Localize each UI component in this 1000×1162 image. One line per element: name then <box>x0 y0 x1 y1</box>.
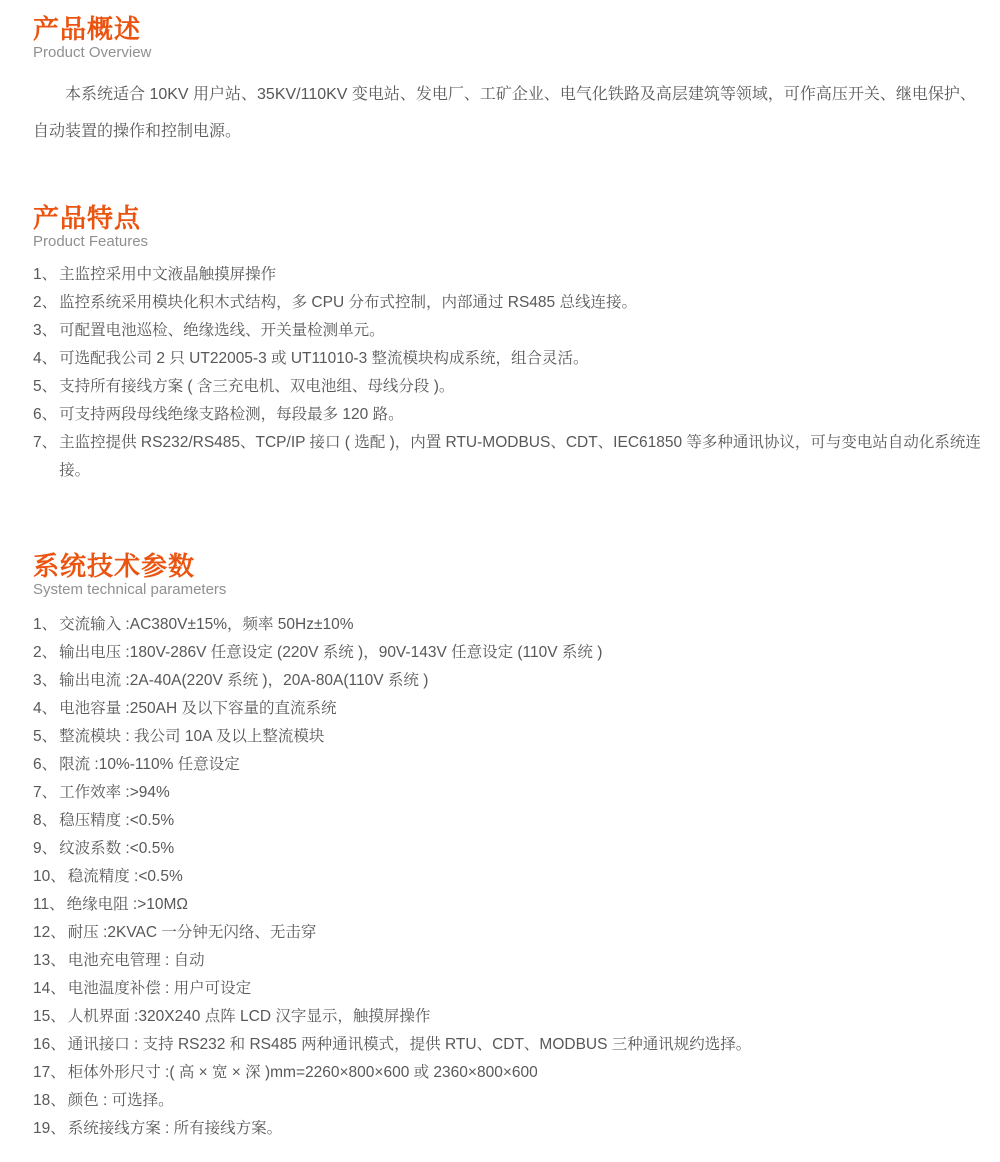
technical-parameters-list <box>33 611 985 1143</box>
item-text: 支持所有接线方案 ( 含三充电机、双电池组、母线分段 )。 <box>59 378 455 395</box>
list-item <box>33 751 985 779</box>
section-technical-parameters <box>33 551 985 1143</box>
list-item <box>33 723 985 751</box>
list-item <box>33 947 985 975</box>
list-item <box>33 401 985 429</box>
item-text: 电池温度补偿 : 用户可设定 <box>67 980 252 997</box>
product-features-list <box>33 261 985 485</box>
item-number: 1、 <box>33 266 58 283</box>
list-item <box>33 667 985 695</box>
list-item <box>33 1087 985 1115</box>
item-number: 3、 <box>33 672 58 689</box>
section-product-overview <box>33 14 985 150</box>
list-item <box>33 317 985 345</box>
item-number: 11、 <box>33 896 65 913</box>
item-text: 整流模块 : 我公司 10A 及以上整流模块 <box>59 728 325 745</box>
section-product-features <box>33 203 985 485</box>
item-number: 5、 <box>33 728 58 745</box>
item-number: 3、 <box>33 322 58 339</box>
list-item <box>33 807 985 835</box>
item-number: 1、 <box>33 616 58 633</box>
item-number: 2、 <box>33 294 58 311</box>
item-number: 9、 <box>33 840 58 857</box>
item-text: 输出电压 :180V-286V 任意设定 (220V 系统 )，90V-143V 任意设定 (110V 系统 ) <box>59 644 603 661</box>
item-text: 纹波系数 :<0.5% <box>59 840 175 857</box>
item-number: 17、 <box>33 1064 66 1081</box>
item-text: 绝缘电阻 :>10MΩ <box>66 896 188 913</box>
product-features-subtitle-en: Product Features <box>33 233 149 250</box>
list-item <box>33 1031 985 1059</box>
item-number: 6、 <box>33 756 58 773</box>
item-text: 可支持两段母线绝缘支路检测，每段最多 120 路。 <box>59 406 404 423</box>
item-text: 限流 :10%-110% 任意设定 <box>59 756 240 773</box>
technical-parameters-subtitle-en: System technical parameters <box>33 581 227 598</box>
item-number: 4、 <box>33 350 58 367</box>
item-text: 颜色 : 可选择。 <box>67 1092 174 1109</box>
item-number: 5、 <box>33 378 58 395</box>
list-item <box>33 289 985 317</box>
item-number: 8、 <box>33 812 58 829</box>
item-number: 6、 <box>33 406 58 423</box>
item-number: 2、 <box>33 644 58 661</box>
product-features-title: 产品特点 <box>33 203 142 233</box>
item-text: 电池容量 :250AH 及以下容量的直流系统 <box>59 700 337 717</box>
item-text: 主监控提供 RS232/RS485、TCP/IP 接口 ( 选配 )，内置 RTU-MODBUS、CDT、IEC61850 等多种通讯协议，可与变电站自动化系统连接。 <box>59 434 981 479</box>
item-number: 14、 <box>33 980 66 997</box>
list-item <box>33 429 985 485</box>
list-item <box>33 919 985 947</box>
list-item <box>33 611 985 639</box>
list-item <box>33 863 985 891</box>
product-overview-subtitle-en: Product Overview <box>33 44 152 61</box>
item-text: 人机界面 :320X240 点阵 LCD 汉字显示，触摸屏操作 <box>67 1008 431 1025</box>
item-text: 主监控采用中文液晶触摸屏操作 <box>59 266 277 283</box>
list-item <box>33 261 985 289</box>
product-overview-title: 产品概述 <box>33 14 142 44</box>
list-item <box>33 1003 985 1031</box>
item-text: 监控系统采用模块化积木式结构，多 CPU 分布式控制，内部通过 RS485 总线连接。 <box>59 294 637 311</box>
item-text: 交流输入 :AC380V±15%，频率 50Hz±10% <box>59 616 354 633</box>
item-text: 柜体外形尺寸 :( 高 × 宽 × 深 )mm=2260×800×600 或 2360×800×600 <box>67 1064 538 1081</box>
item-text: 可配置电池巡检、绝缘选线、开关量检测单元。 <box>59 322 385 339</box>
item-number: 18、 <box>33 1092 66 1109</box>
item-text: 输出电流 :2A-40A(220V 系统 )，20A-80A(110V 系统 ) <box>59 672 429 689</box>
list-item <box>33 975 985 1003</box>
item-text: 系统接线方案 : 所有接线方案。 <box>67 1120 283 1137</box>
list-item <box>33 373 985 401</box>
technical-parameters-title: 系统技术参数 <box>33 551 196 581</box>
item-text: 电池充电管理 : 自动 <box>67 952 205 969</box>
item-text: 稳流精度 :<0.5% <box>67 868 183 885</box>
item-number: 10、 <box>33 868 66 885</box>
item-number: 7、 <box>33 784 58 801</box>
list-item <box>33 835 985 863</box>
item-number: 7、 <box>33 434 58 451</box>
item-number: 15、 <box>33 1008 66 1025</box>
item-text: 工作效率 :>94% <box>59 784 170 801</box>
list-item <box>33 695 985 723</box>
list-item <box>33 779 985 807</box>
item-number: 4、 <box>33 700 58 717</box>
list-item <box>33 891 985 919</box>
list-item <box>33 1059 985 1087</box>
item-number: 13、 <box>33 952 66 969</box>
item-text: 通讯接口 : 支持 RS232 和 RS485 两种通讯模式，提供 RTU、CDT、MODBUS 三种通讯规约选择。 <box>67 1036 752 1053</box>
item-text: 耐压 :2KVAC 一分钟无闪络、无击穿 <box>67 924 317 941</box>
list-item <box>33 345 985 373</box>
product-overview-paragraph: 本系统适合 10KV 用户站、35KV/110KV 变电站、发电厂、工矿企业、电气化铁路及高层建筑等领域，可作高压开关、继电保护、自动装置的操作和控制电源。 <box>33 86 976 140</box>
item-text: 可选配我公司 2 只 UT22005-3 或 UT11010-3 整流模块构成系统，组合灵活。 <box>59 350 589 367</box>
item-number: 16、 <box>33 1036 66 1053</box>
list-item <box>33 639 985 667</box>
item-number: 12、 <box>33 924 66 941</box>
item-number: 19、 <box>33 1120 66 1137</box>
item-text: 稳压精度 :<0.5% <box>59 812 175 829</box>
list-item <box>33 1115 985 1143</box>
